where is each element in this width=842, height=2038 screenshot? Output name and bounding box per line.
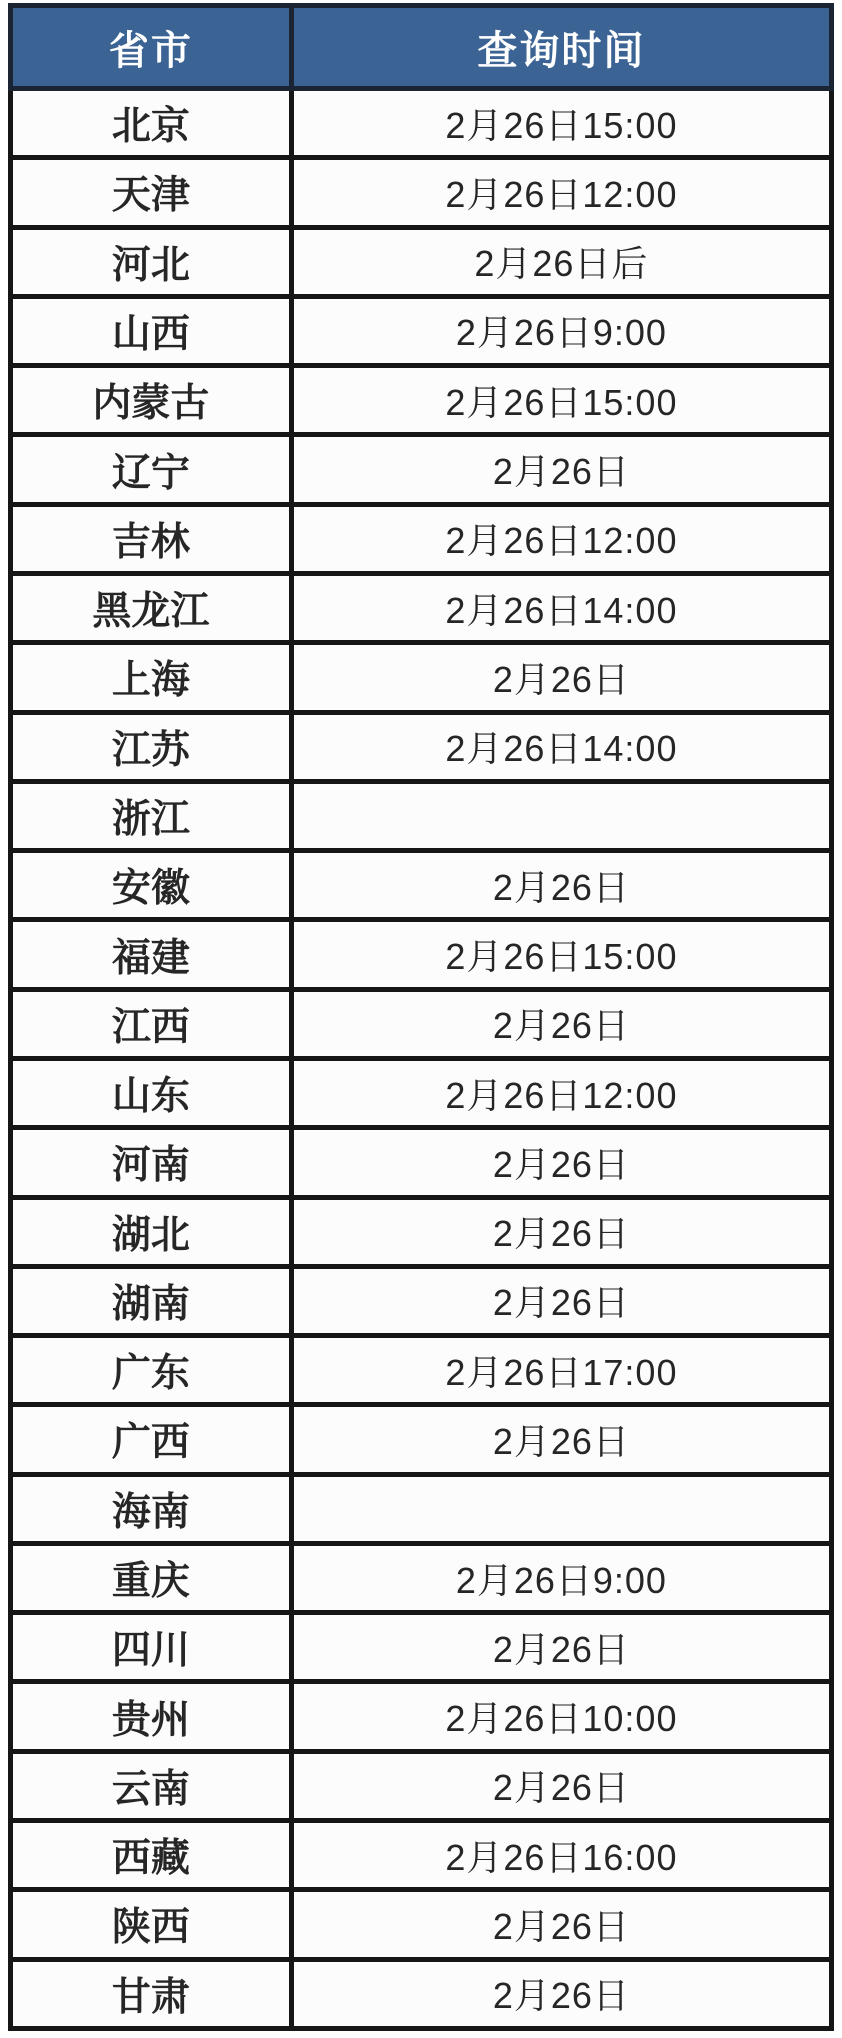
time-cell: 2月26日: [291, 1197, 831, 1266]
table-row: [11, 1682, 832, 1751]
header-cell-province: 省市: [11, 6, 292, 89]
province-query-time-table: [8, 3, 834, 2031]
province-cell: 河北: [11, 227, 292, 296]
table-row: [11, 227, 832, 296]
table-row: [11, 573, 832, 642]
time-cell: 2月26日: [291, 851, 831, 920]
time-cell: 2月26日9:00: [291, 296, 831, 365]
province-cell: 湖南: [11, 1266, 292, 1335]
province-cell: 黑龙江: [11, 573, 292, 642]
time-cell: [291, 1474, 831, 1543]
time-cell: 2月26日: [291, 1751, 831, 1820]
province-cell: 江苏: [11, 712, 292, 781]
table-row: [11, 1543, 832, 1612]
table-row: [11, 1197, 832, 1266]
time-cell: 2月26日15:00: [291, 920, 831, 989]
time-cell: 2月26日16:00: [291, 1821, 831, 1890]
table-row: [11, 1959, 832, 2028]
table-row: [11, 1336, 832, 1405]
header-row: [11, 6, 832, 89]
table-row: [11, 781, 832, 850]
time-cell: 2月26日10:00: [291, 1682, 831, 1751]
table-row: [11, 920, 832, 989]
province-cell: 西藏: [11, 1821, 292, 1890]
province-cell: 上海: [11, 643, 292, 712]
province-cell: 北京: [11, 89, 292, 158]
province-cell: 四川: [11, 1613, 292, 1682]
time-cell: 2月26日: [291, 1128, 831, 1197]
time-cell: [291, 781, 831, 850]
province-cell: 天津: [11, 158, 292, 227]
province-cell: 内蒙古: [11, 366, 292, 435]
province-cell: 浙江: [11, 781, 292, 850]
table-row: [11, 1266, 832, 1335]
province-cell: 江西: [11, 989, 292, 1058]
table-row: [11, 1405, 832, 1474]
table-row: [11, 851, 832, 920]
time-cell: 2月26日12:00: [291, 1058, 831, 1127]
province-cell: 湖北: [11, 1197, 292, 1266]
time-cell: 2月26日14:00: [291, 573, 831, 642]
table-row: [11, 366, 832, 435]
time-cell: 2月26日: [291, 1405, 831, 1474]
table-row: [11, 1751, 832, 1820]
table-row: [11, 643, 832, 712]
time-cell: 2月26日: [291, 643, 831, 712]
province-cell: 福建: [11, 920, 292, 989]
time-cell: 2月26日: [291, 1890, 831, 1959]
table-row: [11, 1821, 832, 1890]
table-row: [11, 1613, 832, 1682]
table-row: [11, 1890, 832, 1959]
province-cell: 吉林: [11, 504, 292, 573]
table-row: [11, 89, 832, 158]
province-cell: 河南: [11, 1128, 292, 1197]
table-row: [11, 1058, 832, 1127]
time-cell: 2月26日后: [291, 227, 831, 296]
province-cell: 广西: [11, 1405, 292, 1474]
time-cell: 2月26日: [291, 1266, 831, 1335]
time-cell: 2月26日: [291, 1959, 831, 2028]
time-cell: 2月26日12:00: [291, 504, 831, 573]
time-cell: 2月26日: [291, 1613, 831, 1682]
time-cell: 2月26日14:00: [291, 712, 831, 781]
table-row: [11, 504, 832, 573]
time-cell: 2月26日12:00: [291, 158, 831, 227]
time-cell: 2月26日: [291, 435, 831, 504]
time-cell: 2月26日15:00: [291, 366, 831, 435]
table-row: [11, 435, 832, 504]
province-cell: 山东: [11, 1058, 292, 1127]
province-cell: 贵州: [11, 1682, 292, 1751]
time-cell: 2月26日17:00: [291, 1336, 831, 1405]
time-cell: 2月26日15:00: [291, 89, 831, 158]
table-row: [11, 989, 832, 1058]
table-row: [11, 1128, 832, 1197]
table-row: [11, 158, 832, 227]
table-row: [11, 1474, 832, 1543]
table-row: [11, 712, 832, 781]
province-cell: 广东: [11, 1336, 292, 1405]
province-cell: 云南: [11, 1751, 292, 1820]
header-cell-time: 查询时间: [291, 6, 831, 89]
province-cell: 重庆: [11, 1543, 292, 1612]
province-cell: 安徽: [11, 851, 292, 920]
province-cell: 甘肃: [11, 1959, 292, 2028]
time-cell: 2月26日9:00: [291, 1543, 831, 1612]
province-cell: 陕西: [11, 1890, 292, 1959]
province-cell: 辽宁: [11, 435, 292, 504]
province-cell: 山西: [11, 296, 292, 365]
province-cell: 海南: [11, 1474, 292, 1543]
time-cell: 2月26日: [291, 989, 831, 1058]
table-row: [11, 296, 832, 365]
